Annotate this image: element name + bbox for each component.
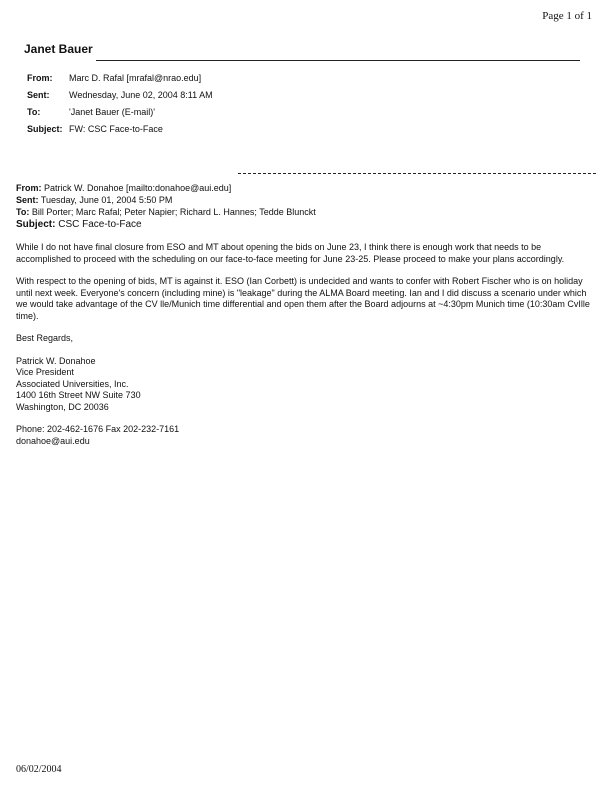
forwarded-header (16, 182, 316, 231)
fwd-sent-row (16, 194, 316, 206)
signature-title: Vice President (16, 367, 74, 377)
closing: Best Regards, (16, 333, 74, 343)
contact-block (16, 424, 598, 447)
fwd-sent-value: Tuesday, June 01, 2004 5:50 PM (38, 195, 173, 205)
footer-date: 06/02/2004 (16, 764, 62, 775)
subject-label: Subject: (27, 124, 63, 134)
fwd-from-label: From: (16, 183, 42, 193)
message-body (16, 242, 598, 458)
fwd-sent-label: Sent: (16, 195, 39, 205)
body-paragraph-2: With respect to the opening of bids, MT is against it. ESO (Ian Corbett) is undecided and wants to confer with Robert Fischer who is on holiday until next week. Everyone's concern (including mine) is "leakage" during the ALMA Board meeting. Ian and I did discuss a scenario under which we would take advantage of the CV lle/Munich time differential and open them after the Board adjourns at ~4:30pm Munich time (10:30am CvIlle time). (16, 276, 590, 321)
to-value: 'Janet Bauer (E-mail)' (69, 107, 155, 117)
sent-value: Wednesday, June 02, 2004 8:11 AM (69, 90, 213, 100)
message-header (27, 70, 213, 138)
signature-city: Washington, DC 20036 (16, 401, 109, 412)
signature-block (16, 356, 598, 414)
forward-divider (238, 173, 596, 174)
body-paragraph-1: While I do not have final closure from ESO and MT about opening the bids on June 23, I think there is enough work that needs to be accomplished to proceed with the scheduling on our face-to-face meeting for June 23-25. Please proceed to make your plans accordingly. (16, 242, 565, 264)
fwd-subject-value: CSC Face-to-Face (55, 219, 142, 230)
to-label: To: (27, 107, 41, 117)
signature-address: 1400 16th Street NW Suite 730 (16, 390, 141, 400)
header-from-row (27, 70, 213, 87)
from-value: Marc D. Rafal [mrafal@nrao.edu] (69, 73, 202, 83)
fwd-subject-row (16, 218, 316, 231)
signature-name: Patrick W. Donahoe (16, 355, 96, 366)
sent-label: Sent: (27, 90, 50, 100)
page-number: Page 1 of 1 (542, 10, 592, 22)
signature-organization: Associated Universities, Inc. (16, 378, 129, 389)
header-subject-row (27, 121, 213, 138)
fwd-from-value: Patrick W. Donahoe [mailto:donahoe@aui.edu] (41, 183, 232, 193)
mailbox-owner: Janet Bauer (24, 42, 93, 56)
signature-phone: Phone: 202-462-1676 Fax 202-232-7161 (16, 424, 180, 434)
header-to-row (27, 104, 213, 121)
fwd-subject-label: Subject: (16, 219, 56, 230)
owner-divider (96, 60, 580, 61)
signature-email: donahoe@aui.edu (16, 435, 90, 446)
header-sent-row (27, 87, 213, 104)
fwd-to-value: Bill Porter; Marc Rafal; Peter Napier; Richard L. Hannes; Tedde Blunckt (29, 207, 316, 217)
subject-value: FW: CSC Face-to-Face (69, 124, 163, 134)
fwd-to-label: To: (16, 207, 30, 217)
fwd-from-row (16, 182, 316, 194)
fwd-to-row (16, 206, 316, 218)
from-label: From: (27, 73, 53, 83)
